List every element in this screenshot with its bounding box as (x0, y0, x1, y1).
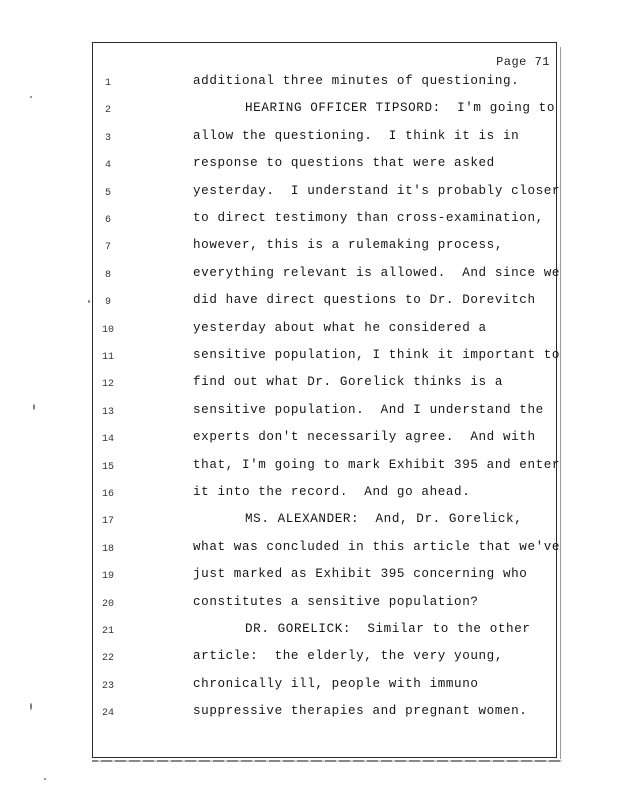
transcript-line (0, 236, 618, 264)
line-text: suppressive therapies and pregnant women. (193, 704, 528, 719)
line-text: it into the record. And go ahead. (193, 485, 471, 499)
line-number: 13 (101, 406, 114, 418)
line-text: what was concluded in this article that we've (193, 539, 561, 554)
line-number: 15 (101, 461, 114, 473)
line-text: everything relevant is allowed. And since we (193, 265, 561, 280)
transcript-line (0, 346, 618, 374)
line-number: 12 (101, 379, 114, 391)
line-number: 18 (101, 543, 114, 555)
transcript-line (0, 565, 618, 593)
line-text: response to questions that were asked (193, 156, 495, 171)
scan-speck (88, 300, 90, 303)
line-text: just marked as Exhibit 395 concerning who (193, 567, 528, 582)
line-text: article: the elderly, the very young, (193, 649, 503, 664)
line-number: 17 (101, 516, 114, 528)
line-text: DR. GORELICK: Similar to the other (245, 622, 531, 636)
transcript-line (0, 510, 618, 538)
transcript-line (0, 127, 618, 155)
line-number: 5 (104, 187, 111, 199)
transcript-line (0, 182, 618, 210)
transcript-line (0, 428, 618, 456)
line-number: 16 (101, 489, 114, 500)
line-text: sensitive population, I think it important to (193, 348, 561, 362)
line-number: 10 (101, 324, 114, 336)
line-text: find out what Dr. Gorelick thinks is a (193, 375, 503, 390)
line-number: 20 (101, 598, 114, 610)
transcript-line (0, 538, 618, 566)
page-number-label: Page 71 (496, 55, 550, 69)
line-text: did have direct questions to Dr. Dorevitch (193, 293, 536, 308)
transcript-line (0, 401, 618, 429)
footer-rule (92, 760, 562, 762)
transcript-line (0, 99, 618, 127)
line-number: 19 (101, 571, 114, 583)
line-number: 22 (101, 653, 114, 665)
transcript-line (0, 702, 618, 730)
line-number: 1 (104, 78, 111, 89)
line-number: 9 (104, 297, 111, 309)
scan-speck (33, 404, 35, 410)
scan-speck (44, 778, 46, 780)
transcript-line (0, 319, 618, 347)
transcript-line (0, 291, 618, 319)
line-number: 23 (101, 680, 114, 692)
transcript-line (0, 620, 618, 648)
line-number: 8 (104, 269, 111, 281)
scan-speck (30, 703, 32, 710)
transcript-line (0, 456, 618, 484)
line-text: yesterday. I understand it's probably closer (193, 183, 561, 198)
line-text: additional three minutes of questioning. (193, 74, 520, 88)
line-text: constitutes a sensitive population? (193, 594, 479, 609)
transcript-line (0, 373, 618, 401)
line-text: allow the questioning. I think it is in (193, 128, 520, 143)
transcript-line (0, 154, 618, 182)
line-number: 14 (101, 434, 114, 446)
transcript-line (0, 264, 618, 292)
line-number: 2 (104, 105, 111, 117)
line-number: 24 (101, 708, 114, 720)
line-text: chronically ill, people with immuno (193, 676, 479, 691)
line-text: MS. ALEXANDER: And, Dr. Gorelick, (245, 512, 523, 527)
transcript-line (0, 72, 618, 100)
line-number: 11 (101, 352, 114, 363)
line-text: yesterday about what he considered a (193, 320, 487, 335)
line-text: that, I'm going to mark Exhibit 395 and enter (193, 457, 561, 472)
transcript-line (0, 209, 618, 237)
transcript-line (0, 647, 618, 675)
transcript-line (0, 675, 618, 703)
transcript-line (0, 483, 618, 511)
line-number: 6 (104, 215, 111, 226)
line-text: however, this is a rulemaking process, (193, 238, 503, 253)
transcript-line (0, 593, 618, 621)
line-text: sensitive population. And I understand the (193, 402, 544, 417)
line-text: experts don't necessarily agree. And with (193, 430, 536, 445)
line-number: 21 (101, 626, 114, 637)
line-text: HEARING OFFICER TIPSORD: I'm going to (245, 101, 555, 116)
scan-speck (30, 96, 32, 98)
line-text: to direct testimony than cross-examination, (193, 211, 544, 225)
line-number: 7 (104, 242, 111, 254)
line-number: 3 (104, 132, 111, 144)
line-number: 4 (104, 160, 111, 172)
